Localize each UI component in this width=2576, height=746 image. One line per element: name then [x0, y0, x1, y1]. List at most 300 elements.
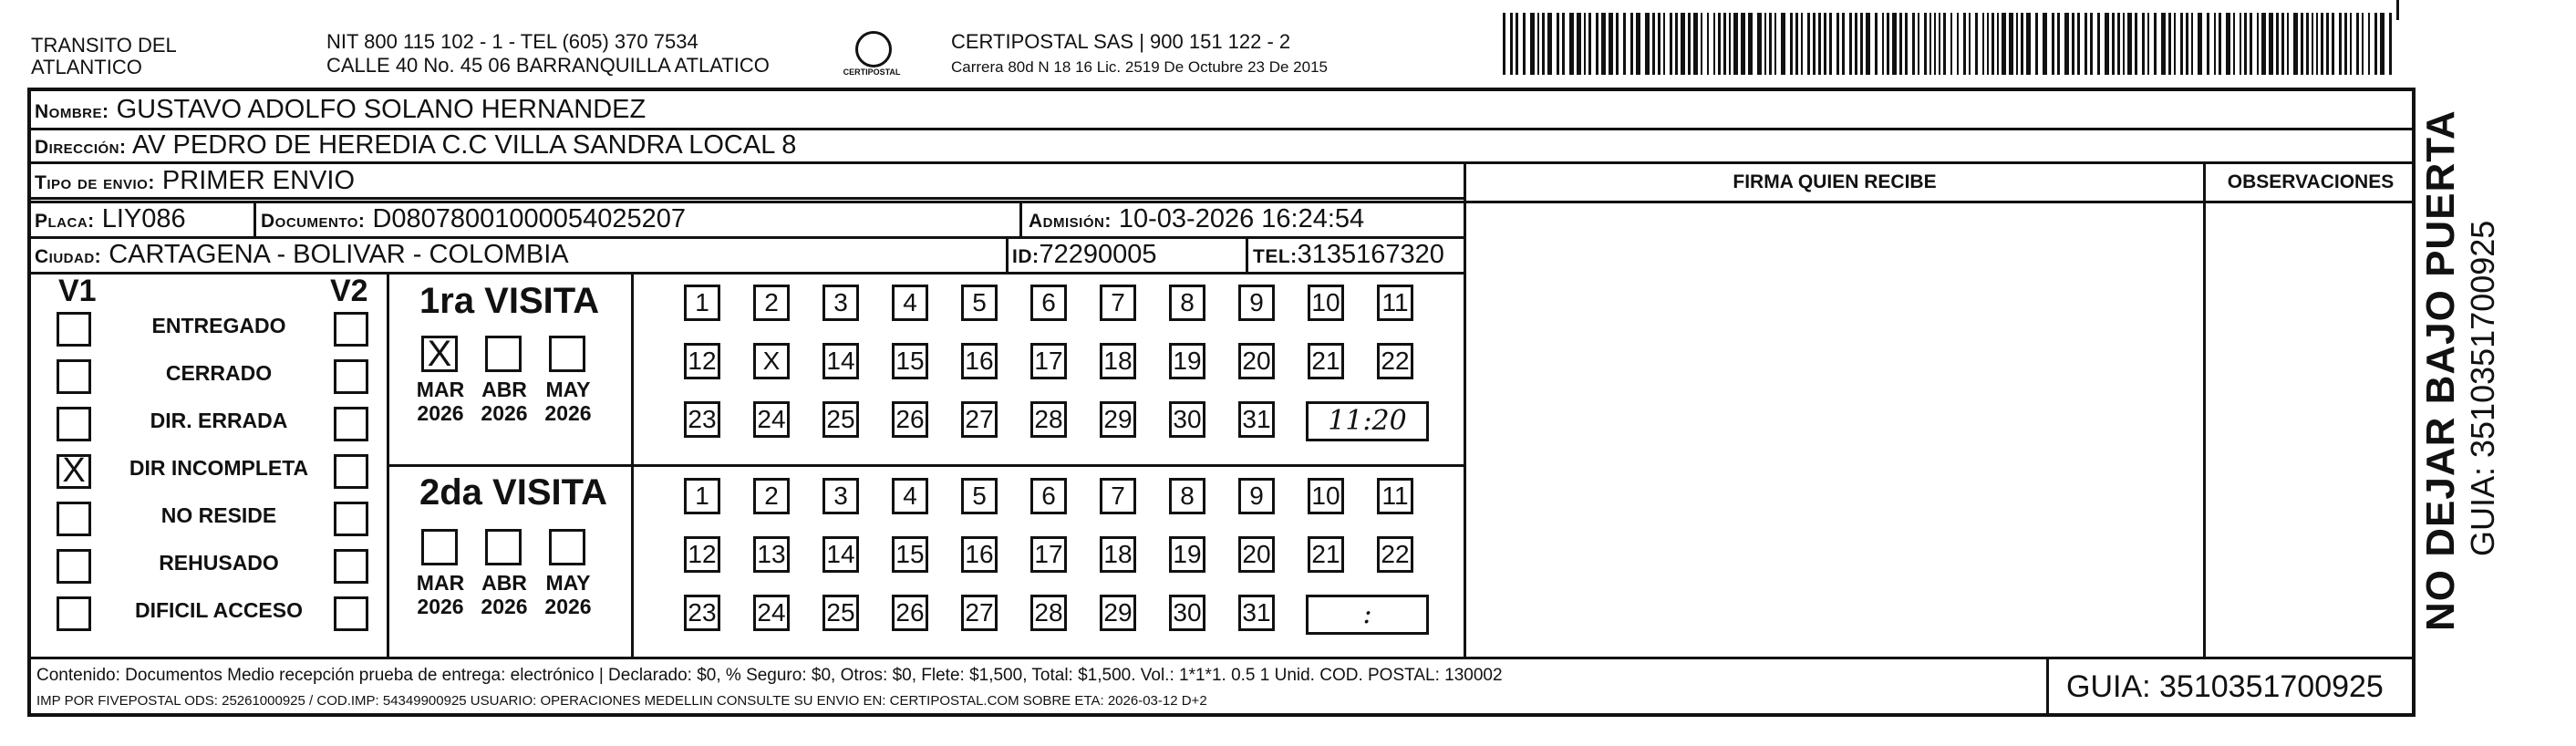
status-label: ENTREGADO — [151, 314, 286, 337]
visit2-day-box[interactable]: 8 — [1169, 478, 1205, 514]
barcode-bar — [2332, 13, 2334, 75]
barcode-bar — [1623, 13, 1626, 75]
barcode-bar — [2117, 13, 2120, 75]
barcode-bar — [1645, 13, 1650, 75]
tipo-row — [35, 165, 355, 199]
barcode-bar — [2350, 13, 2352, 75]
barcode-bar — [2257, 13, 2259, 75]
barcode-bar — [2281, 13, 2284, 75]
logo-icon — [855, 31, 892, 67]
barcode-bar — [1882, 13, 1884, 75]
visit1-day-box[interactable]: 11 — [1377, 285, 1413, 321]
visit1-day-box[interactable]: 8 — [1169, 285, 1205, 321]
rule — [387, 464, 1464, 467]
barcode-bar — [2321, 13, 2323, 75]
barcode-bar — [1918, 13, 1919, 75]
admision-row — [1029, 203, 1364, 237]
tel-value: 3135167320 — [1297, 240, 1444, 269]
barcode-bar — [2380, 13, 2385, 75]
barcode-bar — [1849, 13, 1852, 75]
barcode-bar — [2002, 13, 2006, 75]
tel-row — [1253, 239, 1444, 273]
visit2-day-box[interactable]: 30 — [1169, 595, 1205, 631]
status-label: DIFICIL ACCESO — [134, 598, 303, 622]
id-row — [1012, 239, 1157, 273]
courier-line: CERTIPOSTAL SAS | 900 151 122 - 2 — [951, 30, 1291, 53]
barcode-bar — [2127, 13, 2132, 75]
barcode-bar — [1950, 13, 1952, 75]
barcode-bar — [1982, 13, 1984, 75]
visit1-day-box[interactable]: 15 — [892, 343, 928, 379]
visit2-day-box[interactable]: 12 — [684, 536, 720, 573]
documento-row — [261, 203, 686, 237]
barcode-bar — [1957, 13, 1959, 75]
visit1-day-box[interactable]: 19 — [1169, 343, 1205, 379]
visit2-day-box[interactable]: 25 — [822, 595, 859, 631]
direccion-label: Dirección: — [35, 137, 127, 158]
visit1-day-box[interactable]: 7 — [1100, 285, 1136, 321]
barcode-bar — [1670, 13, 1672, 75]
ciudad-label: Ciudad: — [35, 246, 102, 267]
barcode-bar — [2293, 13, 2298, 75]
footer-guia: GUIA: 3510351700925 — [2066, 669, 2384, 704]
barcode-bar — [2233, 13, 2235, 75]
v2-checkbox[interactable] — [334, 312, 368, 347]
visit2-day-box[interactable]: 13 — [753, 536, 790, 573]
visit2-day-box[interactable]: 20 — [1238, 536, 1275, 573]
visit2-day-box[interactable]: 19 — [1169, 536, 1205, 573]
no-dejar-notice: NO DEJAR BAJO PUERTA — [2418, 109, 2463, 631]
barcode-bar — [2362, 13, 2364, 75]
visit1-day-box[interactable]: 14 — [822, 343, 859, 379]
barcode-bar — [1584, 13, 1586, 75]
documento-label: Documento: — [261, 211, 366, 232]
barcode-bar — [1899, 13, 1902, 75]
visit1-day-box[interactable]: 30 — [1169, 401, 1205, 438]
barcode-bar — [1769, 13, 1772, 75]
barcode-bar — [1875, 13, 1878, 75]
barcode-bar — [1652, 13, 1655, 75]
barcode-bar — [1718, 13, 1721, 75]
visit2-day-box[interactable]: 31 — [1238, 595, 1275, 631]
visit2-day-box[interactable]: 7 — [1100, 478, 1136, 514]
barcode-bar — [1693, 13, 1698, 75]
barcode-bar — [1542, 13, 1545, 75]
barcode-bar — [2097, 13, 2100, 75]
visit2-day-box[interactable]: 23 — [684, 595, 720, 631]
barcode-bar — [2326, 13, 2329, 75]
v2-checkbox[interactable] — [334, 359, 368, 394]
barcode-bar — [2269, 13, 2273, 75]
documento-value: D08078001000054025207 — [372, 204, 686, 233]
barcode-bar — [1658, 13, 1660, 75]
nombre-row — [35, 94, 646, 128]
barcode-bar — [1707, 13, 1709, 75]
barcode-bar — [2009, 13, 2013, 75]
barcode-bar — [2261, 13, 2266, 75]
barcode-bar — [1557, 13, 1559, 75]
barcode-bar — [1842, 13, 1845, 75]
barcode-bar — [1569, 13, 1574, 75]
barcode-bar — [1829, 13, 1832, 75]
v1-checkbox[interactable] — [57, 502, 91, 536]
rule — [1464, 161, 1466, 658]
visit1-month-label: MAR — [416, 378, 465, 401]
barcode-bar — [2072, 13, 2074, 75]
footer-content-line: Contenido: Documentos Medio recepción prueba de entrega: electrónico | Declarado: $0, % Seguro: $0, Otros: $0, Flete: $1,500, Total: $1,500. Vol.: 1*1*1. 0.5 1 Unid. COD. POSTAL: 130002 — [36, 666, 1503, 685]
v2-checkbox[interactable] — [334, 407, 368, 441]
barcode-bar — [1630, 13, 1633, 75]
v1-header: V1 — [58, 274, 97, 308]
barcode-bar — [1741, 13, 1745, 75]
barcode-bar — [1824, 13, 1826, 75]
barcode-bar — [1943, 13, 1946, 75]
rule — [1246, 236, 1248, 272]
barcode-bar — [2026, 13, 2031, 75]
barcode-bar — [1601, 13, 1606, 75]
barcode-bar — [2016, 13, 2018, 75]
rule — [1006, 236, 1009, 272]
visit1-day-box[interactable]: 21 — [1308, 343, 1344, 379]
visit1-month-checkbox[interactable] — [549, 336, 585, 372]
visit1-day-box[interactable]: 9 — [1238, 285, 1275, 321]
visit2-day-box[interactable]: 1 — [684, 478, 720, 514]
barcode-bar — [1987, 13, 1989, 75]
visit2-day-box[interactable]: 10 — [1308, 478, 1344, 514]
barcode-bar — [1729, 13, 1731, 75]
barcode-bar — [2312, 13, 2313, 75]
barcode-bar — [2123, 13, 2125, 75]
visit1-day-box[interactable]: 25 — [822, 401, 859, 438]
visit1-day-box[interactable]: 31 — [1238, 401, 1275, 438]
nit-line: NIT 800 115 102 - 1 - TEL (605) 370 7534 — [326, 30, 698, 53]
v1-checkbox[interactable] — [57, 596, 91, 631]
ciudad-row — [35, 239, 569, 273]
barcode-bar — [1733, 13, 1738, 75]
visit2-year-label: 2026 — [481, 595, 528, 618]
v1-checkbox[interactable] — [57, 407, 91, 441]
barcode-bar — [2306, 13, 2309, 75]
admision-value: 10-03-2026 16:24:54 — [1118, 204, 1365, 233]
visit2-day-box[interactable]: 14 — [822, 536, 859, 573]
barcode-bar — [1813, 13, 1816, 75]
barcode-bar — [1997, 13, 1999, 75]
barcode-bar — [1991, 13, 1994, 75]
barcode-bar — [1934, 13, 1936, 75]
barcode-bar — [2057, 13, 2060, 75]
visit2-month-label: MAY — [545, 571, 591, 595]
barcode-bar — [1688, 13, 1691, 75]
barcode-bar — [1929, 13, 1931, 75]
barcode-bar — [1795, 13, 1798, 75]
barcode-bar — [2035, 13, 2038, 75]
barcode-bar — [1892, 13, 1897, 75]
barcode-bar — [1577, 13, 1581, 75]
visit2-month-checkbox[interactable] — [485, 529, 522, 565]
visit1-day-box[interactable]: 20 — [1238, 343, 1275, 379]
visit2-year-label: 2026 — [417, 595, 464, 618]
barcode-bar — [2276, 13, 2279, 75]
visit1-year-label: 2026 — [544, 401, 592, 425]
visit2-day-box[interactable]: 17 — [1030, 536, 1067, 573]
observaciones-header: OBSERVACIONES — [2227, 171, 2395, 192]
courier-address: Carrera 80d N 18 16 Lic. 2519 De Octubre 23 De 2015 — [951, 58, 1328, 76]
status-label: DIR. ERRADA — [150, 409, 288, 432]
firma-header: FIRMA QUIEN RECIBE — [1733, 171, 1937, 192]
visit1-month-checkbox[interactable] — [485, 336, 522, 372]
visit2-month-checkbox[interactable] — [549, 529, 585, 565]
barcode-bar — [2105, 13, 2109, 75]
barcode-bar — [2207, 13, 2209, 75]
barcode-bar — [2191, 13, 2193, 75]
barcode-bar — [1516, 13, 1518, 75]
visit1-day-box[interactable]: 26 — [892, 401, 928, 438]
org-name-line2: ATLANTICO — [31, 56, 142, 78]
barcode-bar — [1790, 13, 1793, 75]
visit1-time-box[interactable]: 11:20 — [1306, 401, 1429, 441]
visit2-day-box[interactable]: 26 — [892, 595, 928, 631]
barcode-bar — [2052, 13, 2054, 75]
v1-checkbox[interactable] — [57, 312, 91, 347]
barcode-bar — [1701, 13, 1702, 75]
barcode-bar — [2368, 13, 2370, 75]
barcode-bar — [2021, 13, 2023, 75]
barcode-bar — [2043, 13, 2047, 75]
barcode-bar — [1547, 13, 1552, 75]
barcode-bar — [1866, 13, 1870, 75]
visit2-day-box[interactable]: 29 — [1100, 595, 1136, 631]
barcode-bar — [1523, 13, 1526, 75]
barcode-bar — [2090, 13, 2093, 75]
barcode-bar — [2219, 13, 2221, 75]
barcode-bar — [2112, 13, 2115, 75]
visit1-day-box[interactable]: 27 — [961, 401, 998, 438]
barcode-bar — [1596, 13, 1598, 75]
tipo-value: PRIMER ENVIO — [161, 166, 356, 195]
barcode-bar — [2186, 13, 2188, 75]
v1-checkbox[interactable]: X — [57, 454, 91, 489]
visit2-day-box[interactable]: 3 — [822, 478, 859, 514]
visit1-day-box[interactable]: 16 — [961, 343, 998, 379]
barcode-bar — [1969, 13, 1971, 75]
status-label: NO RESIDE — [160, 503, 277, 527]
direccion-row — [35, 130, 796, 163]
barcode-bar — [2174, 13, 2176, 75]
status-label: CERRADO — [165, 361, 273, 385]
visit2-day-box[interactable]: 15 — [892, 536, 928, 573]
v1-checkbox[interactable] — [57, 359, 91, 394]
barcode-bar — [2339, 13, 2342, 75]
barcode-bar — [1663, 13, 1665, 75]
barcode-bar — [1636, 13, 1640, 75]
barcode-bar — [1836, 13, 1839, 75]
tipo-label: Tipo de envio: — [35, 172, 155, 193]
visit2-day-box[interactable]: 16 — [961, 536, 998, 573]
barcode-bar — [1616, 13, 1619, 75]
visit2-month-checkbox[interactable] — [421, 529, 458, 565]
visit2-day-box[interactable]: 5 — [961, 478, 998, 514]
barcode-bar — [1801, 13, 1803, 75]
visit2-day-box[interactable]: 27 — [961, 595, 998, 631]
barcode-bar — [1924, 13, 1927, 75]
v2-checkbox[interactable] — [334, 596, 368, 631]
visit1-day-box[interactable]: 28 — [1030, 401, 1067, 438]
barcode-bar — [2198, 13, 2202, 75]
visit1-day-box[interactable]: 1 — [684, 285, 720, 321]
id-value: 72290005 — [1039, 240, 1157, 269]
barcode-bar — [2154, 13, 2157, 75]
barcode-bar — [1609, 13, 1613, 75]
visit2-day-box[interactable]: 2 — [753, 478, 790, 514]
id-label: ID: — [1012, 246, 1040, 267]
placa-label: Placa: — [35, 211, 95, 232]
barcode-bar — [2301, 13, 2303, 75]
visit1-day-box[interactable]: 4 — [892, 285, 928, 321]
barcode-bar — [1713, 13, 1715, 75]
visit1-day-box[interactable]: 5 — [961, 285, 998, 321]
rule — [253, 201, 256, 236]
barcode — [1503, 13, 2398, 75]
barcode-bar — [1781, 13, 1785, 75]
visit1-day-box[interactable]: 29 — [1100, 401, 1136, 438]
barcode-bar — [2389, 13, 2392, 75]
barcode-bar — [1818, 13, 1821, 75]
barcode-bar — [2344, 13, 2347, 75]
visit2-day-box[interactable]: 28 — [1030, 595, 1067, 631]
barcode-bar — [2374, 13, 2377, 75]
footer-print-line: IMP POR FIVEPOSTAL ODS: 25261000925 / COD.IMP: 54349900925 USUARIO: OPERACIONES MEDELLIN CONSULTE SU ENVIO EN: CERTIPOSTAL.COM SOBRE ETA: 2026-03-12 D+2 — [36, 693, 1207, 709]
v2-checkbox[interactable] — [334, 549, 368, 584]
visit2-day-box[interactable]: 24 — [753, 595, 790, 631]
visit1-day-box[interactable]: 23 — [684, 401, 720, 438]
nombre-label: Nombre: — [35, 101, 109, 122]
visit2-day-box[interactable]: 9 — [1238, 478, 1275, 514]
visit1-day-box[interactable]: X — [753, 343, 790, 379]
barcode-bar — [1530, 13, 1535, 75]
v2-header: V2 — [330, 274, 368, 308]
placa-value: LIY086 — [101, 204, 186, 233]
barcode-bar — [1510, 13, 1513, 75]
barcode-bar — [1588, 13, 1591, 75]
visit1-day-box[interactable]: 2 — [753, 285, 790, 321]
barcode-bar — [2064, 13, 2069, 75]
rule — [1019, 201, 1022, 236]
visit1-month-label: ABR — [481, 378, 527, 401]
barcode-bar — [1939, 13, 1940, 75]
barcode-bar — [2168, 13, 2171, 75]
visit2-time-box[interactable]: : — [1306, 595, 1429, 635]
barcode-bar — [1774, 13, 1776, 75]
logo-text: CERTIPOSTAL — [843, 67, 901, 77]
visit2-day-box[interactable]: 11 — [1377, 478, 1413, 514]
visit2-year-label: 2026 — [544, 595, 592, 618]
rule — [2046, 657, 2049, 717]
visit1-day-box[interactable]: 18 — [1100, 343, 1136, 379]
barcode-bar — [2244, 13, 2247, 75]
v1-checkbox[interactable] — [57, 549, 91, 584]
visit1-year-label: 2026 — [417, 401, 464, 425]
barcode-bar — [2316, 13, 2318, 75]
barcode-bar — [2135, 13, 2137, 75]
visit2-day-box[interactable]: 6 — [1030, 478, 1067, 514]
org-name-line1: TRANSITO DEL — [31, 34, 177, 57]
side-guia: GUIA: 3510351700925 — [2464, 220, 2501, 556]
certipostal-logo — [835, 31, 908, 77]
status-label: DIR INCOMPLETA — [129, 456, 309, 480]
barcode-bar — [1807, 13, 1810, 75]
visit2-month-label: ABR — [481, 571, 527, 595]
direccion-value: AV PEDRO DE HEREDIA C.C VILLA SANDRA LOCAL 8 — [131, 130, 797, 160]
visit2-day-box[interactable]: 18 — [1100, 536, 1136, 573]
v2-checkbox[interactable] — [334, 502, 368, 536]
barcode-bar — [1912, 13, 1915, 75]
barcode-bar — [2226, 13, 2230, 75]
barcode-bar — [2240, 13, 2241, 75]
status-label: REHUSADO — [159, 551, 279, 575]
visit1-day-box[interactable]: 24 — [753, 401, 790, 438]
barcode-bar — [1764, 13, 1766, 75]
corner-mark — [2396, 0, 2399, 20]
visit1-day-box[interactable]: 3 — [822, 285, 859, 321]
barcode-bar — [2142, 13, 2145, 75]
barcode-bar — [1503, 13, 1505, 75]
placa-row — [35, 203, 186, 237]
visit1-day-box[interactable]: 17 — [1030, 343, 1067, 379]
barcode-bar — [1860, 13, 1863, 75]
v2-checkbox[interactable] — [334, 454, 368, 489]
tel-label: TEL: — [1253, 246, 1298, 267]
admision-label: Admisión: — [1029, 211, 1112, 232]
visit1-title: 1ra VISITA — [419, 281, 600, 321]
barcode-bar — [2250, 13, 2252, 75]
barcode-bar — [1905, 13, 1908, 75]
rule — [27, 657, 2416, 659]
barcode-bar — [1975, 13, 1978, 75]
ciudad-value: CARTAGENA - BOLIVAR - COLOMBIA — [109, 240, 569, 269]
visit1-year-label: 2026 — [481, 401, 528, 425]
barcode-bar — [2214, 13, 2216, 75]
barcode-bar — [1562, 13, 1565, 75]
barcode-bar — [1675, 13, 1678, 75]
barcode-bar — [1855, 13, 1857, 75]
barcode-bar — [2161, 13, 2166, 75]
barcode-bar — [2287, 13, 2289, 75]
visit1-day-box[interactable]: 22 — [1377, 343, 1413, 379]
barcode-bar — [1748, 13, 1753, 75]
visit1-month-checkbox[interactable]: X — [421, 336, 458, 372]
nombre-value: GUSTAVO ADOLFO SOLANO HERNANDEZ — [116, 95, 647, 124]
barcode-bar — [2085, 13, 2087, 75]
visit1-day-box[interactable]: 6 — [1030, 285, 1067, 321]
barcode-bar — [1723, 13, 1726, 75]
visit2-title: 2da VISITA — [419, 472, 607, 513]
visit1-day-box[interactable]: 12 — [684, 343, 720, 379]
barcode-bar — [1681, 13, 1685, 75]
visit1-day-box[interactable]: 10 — [1308, 285, 1344, 321]
visit2-day-box[interactable]: 4 — [892, 478, 928, 514]
org-address: CALLE 40 No. 45 06 BARRANQUILLA ATLATICO — [326, 54, 770, 77]
barcode-bar — [1757, 13, 1762, 75]
barcode-bar — [2077, 13, 2080, 75]
rule — [2203, 161, 2206, 658]
visit2-day-box[interactable]: 22 — [1377, 536, 1413, 573]
barcode-bar — [2147, 13, 2149, 75]
visit2-day-box[interactable]: 21 — [1308, 536, 1344, 573]
visit1-month-label: MAY — [545, 378, 591, 401]
barcode-bar — [1887, 13, 1889, 75]
barcode-bar — [1537, 13, 1539, 75]
barcode-bar — [2180, 13, 2183, 75]
